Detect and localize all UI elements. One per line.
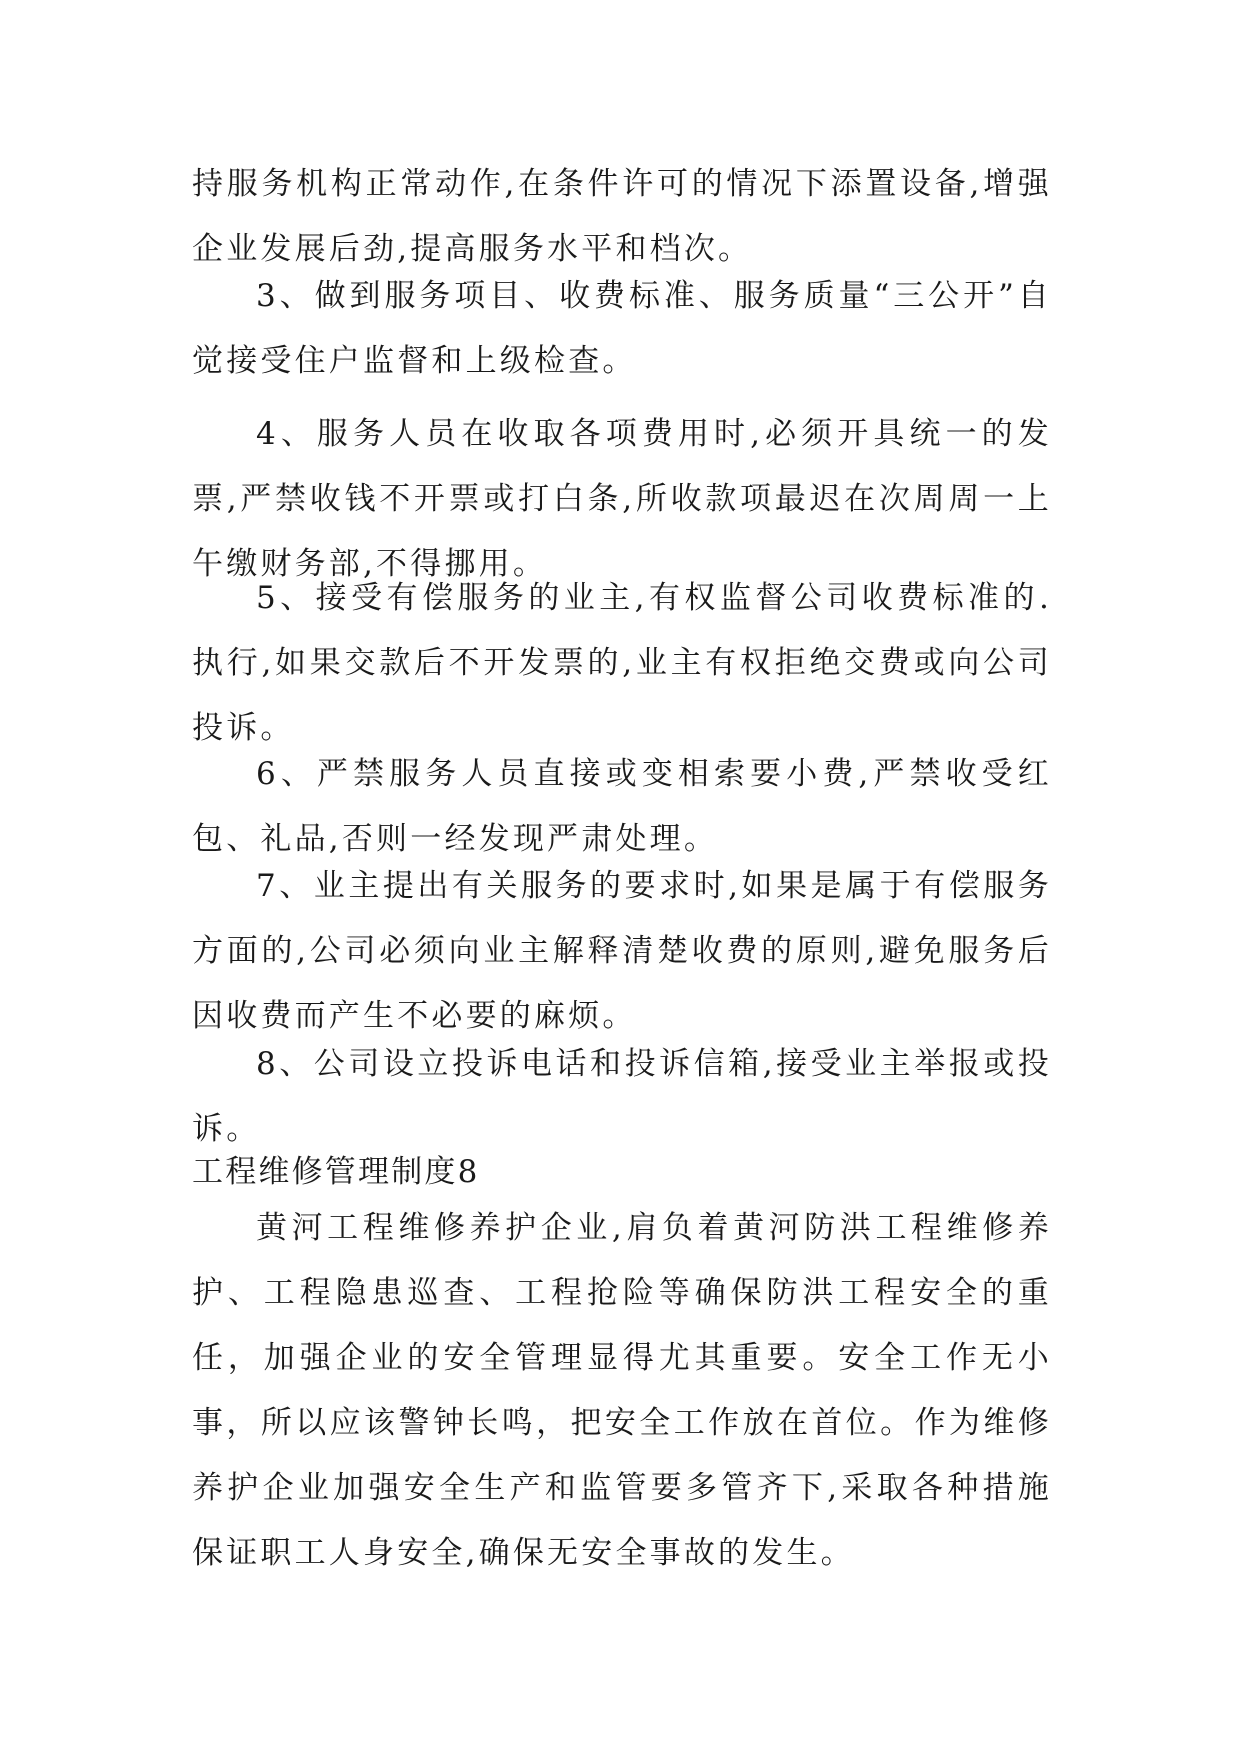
paragraph-item-5: 5、接受有偿服务的业主,有权监督公司收费标准的.执行,如果交款后不开发票的,业主有权拒绝交费或向公司投诉。 <box>192 580 1052 746</box>
paragraph-item-8: 8、公司设立投诉电话和投诉信箱,接受业主举报或投诉。 <box>192 1046 1052 1147</box>
paragraph-item-4: 4、服务人员在收取各项费用时,必须开具统一的发票,严禁收钱不开票或打白条,所收款项最迟在次周周一上午缴财务部,不得挪用。 <box>192 416 1052 582</box>
section-heading: 工程维修管理制度8 <box>192 1154 480 1190</box>
paragraph-item-7: 7、业主提出有关服务的要求时,如果是属于有偿服务方面的,公司必须向业主解释清楚收费的原则,避免服务后因收费而产生不必要的麻烦。 <box>192 868 1052 1034</box>
section-intro-paragraph: 黄河工程维修养护企业,肩负着黄河防洪工程维修养护、工程隐患巡查、工程抢险等确保防洪工程安全的重任，加强企业的安全管理显得尤其重要。安全工作无小事，所以应该警钟长鸣，把安全工作放在首位。作为维修养护企业加强安全生产和监管要多管齐下,采取各种措施保证职工人身安全,确保无安全事故的发生。 <box>192 1210 1052 1571</box>
paragraph-continued: 持服务机构正常动作,在条件许可的情况下添置设备,增强企业发展后劲,提高服务水平和档次。 <box>192 166 1052 267</box>
paragraph-item-6: 6、严禁服务人员直接或变相索要小费,严禁收受红包、礼品,否则一经发现严肃处理。 <box>192 756 1052 857</box>
paragraph-item-3: 3、做到服务项目、收费标准、服务质量“三公开”自觉接受住户监督和上级检查。 <box>192 278 1052 379</box>
